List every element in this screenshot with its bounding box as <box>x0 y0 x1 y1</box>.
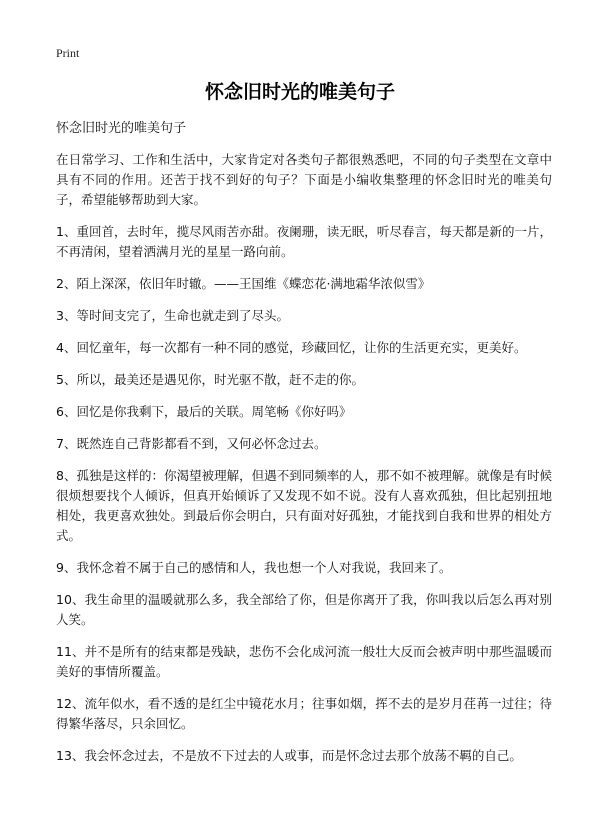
article-body <box>56 150 552 778</box>
quote-item-10: 10、我生命里的温暖就那么多，我全部给了你，但是你离开了我，你叫我以后怎么再对别人笑。 <box>56 592 552 627</box>
quote-item-12: 12、流年似水，看不透的是红尘中镜花水月；往事如烟，挥不去的是岁月荏苒一过往；待得繁华落尽，只余回忆。 <box>56 696 552 731</box>
quote-item-11: 11、并不是所有的结束都是残缺，悲伤不会化成河流一般壮大反而会被声明中那些温暖而美好的事情所覆盖。 <box>56 644 552 679</box>
quote-item-8: 8、孤独是这样的：你渴望被理解，但遇不到同频率的人，那不如不被理解。就像是有时候很烦想要找个人倾诉，但真开始倾诉了又发现不如不说。没有人喜欢孤独，但比起别扭地相处，我更喜欢独处。到最后你会明白，只有面对好孤独，才能找到自我和世界的相处方式。 <box>56 468 552 543</box>
article-subtitle: 怀念旧时光的唯美句子 <box>56 121 187 136</box>
quote-item-7: 7、既然连自己背影都看不到，又何必怀念过去。 <box>56 436 327 451</box>
quote-item-3: 3、等时间支完了，生命也就走到了尽头。 <box>56 308 289 323</box>
quote-item-1: 1、重回首，去时年，揽尽风雨苦亦甜。夜阑珊，读无眠，听尽春言，每天都是新的一片，不再清闲，望着洒满月光的星星一路向前。 <box>56 224 552 259</box>
quote-item-2: 2、陌上深深，依旧年时辙。——王国维《蝶恋花·满地霜华浓似雪》 <box>56 276 431 291</box>
quote-item-13: 13、我会怀念过去，不是放不下过去的人或事，而是怀念过去那个放荡不羁的自己。 <box>56 748 522 763</box>
quote-item-4: 4、回忆童年，每一次都有一种不同的感觉，珍藏回忆，让你的生活更充实，更美好。 <box>56 340 527 355</box>
quote-item-6: 6、回忆是你我剩下，最后的关联。周笔畅《你好吗》 <box>56 404 352 419</box>
intro-paragraph: 在日常学习、工作和生活中，大家肯定对各类句子都很熟悉吧，不同的句子类型在文章中具有不同的作用。还苦于找不到好的句子？下面是小编收集整理的怀念旧时光的唯美句子，希望能够帮助到大家。 <box>56 152 552 207</box>
page-title: 怀念旧时光的唯美句子 <box>204 81 395 103</box>
print-link[interactable]: Print <box>56 46 80 60</box>
quote-item-5: 5、所以，最美还是遇见你，时光驱不散，赶不走的你。 <box>56 372 364 387</box>
quote-item-9: 9、我怀念着不属于自己的感情和人，我也想一个人对我说，我回来了。 <box>56 560 452 575</box>
